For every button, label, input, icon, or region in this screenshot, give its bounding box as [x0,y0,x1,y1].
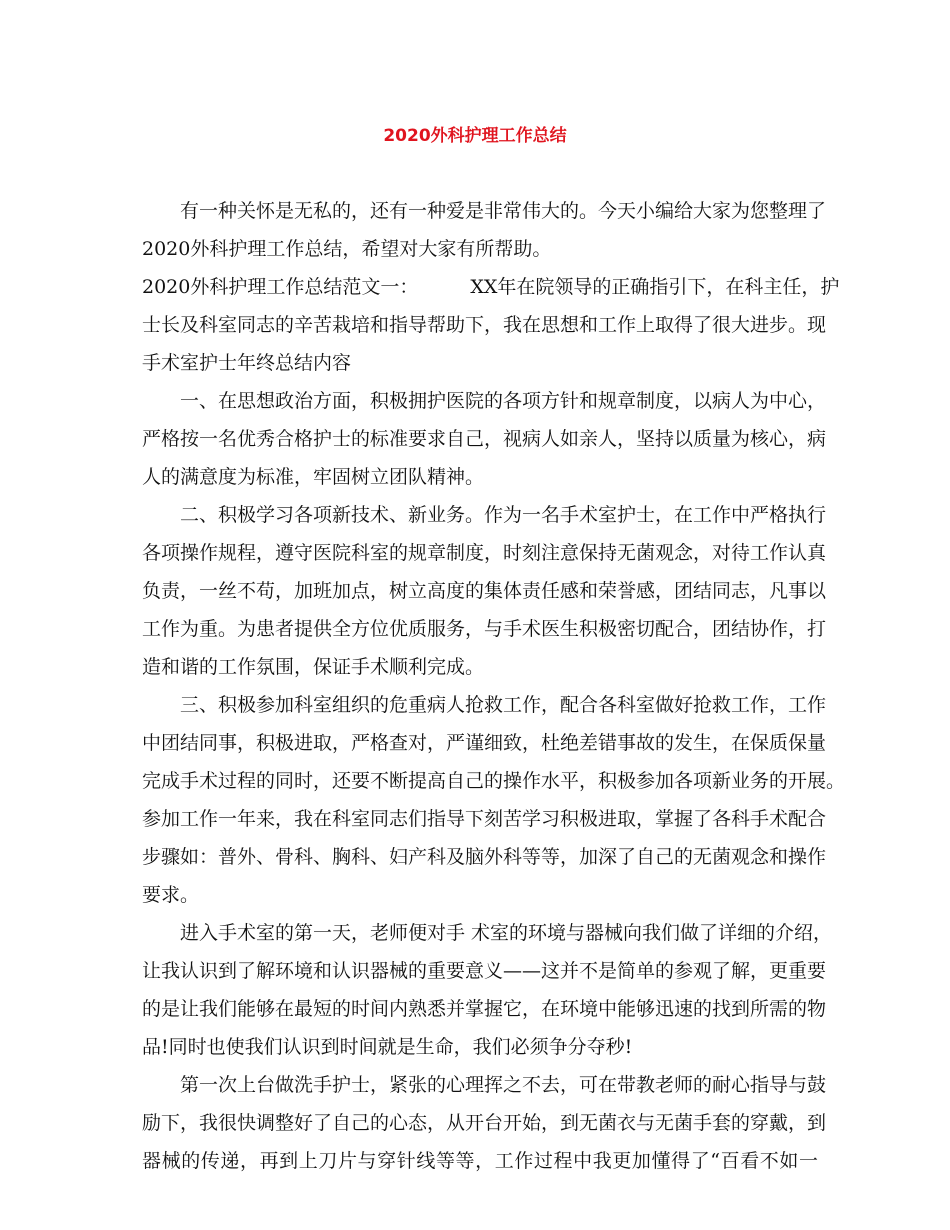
text-segment: XX年在院领导的正确指引下，在科主任，护 [470,276,840,298]
text-segment: 2020外科护理工作总结范文一： [142,276,419,298]
text-line: 负责，一丝不苟，加班加点，树立高度的集体责任感和荣誉感，团结同志，凡事以 [142,580,827,602]
text-line: 2020外科护理工作总结，希望对大家有所帮助。 [142,238,552,260]
text-line: 一、在思想政治方面，积极拥护医院的各项方针和规章制度，以病人为中心， [180,390,827,412]
text-line: 让我认识到了解环境和认识器械的重要意义——这并不是简单的参观了解，更重要 [142,960,827,982]
text-line: 手术室护士年终总结内容 [142,352,352,374]
document-body [142,192,846,1180]
text-line: 第一次上台做洗手护士，紧张的心理挥之不去，可在带教老师的耐心指导与鼓 [180,1074,827,1096]
text-line: 励下，我很快调整好了自己的心态，从开台开始，到无菌衣与无菌手套的穿戴，到 [142,1112,827,1134]
text-line: 参加工作一年来，我在科室同志们指导下刻苦学习积极进取，掌握了各科手术配合 [142,808,827,830]
text-line: 进入手术室的第一天，老师便对手 术室的环境与器械向我们做了详细的介绍， [180,922,833,944]
text-line: 步骤如：普外、骨科、胸科、妇产科及脑外科等等，加深了自己的无菌观念和操作 [142,846,827,868]
text-line: 器械的传递，再到上刀片与穿针线等等，工作过程中我更加懂得了“百看不如一 [142,1150,818,1172]
text-line: 工作为重。为患者提供全方位优质服务，与手术医生积极密切配合，团结协作，打 [142,618,827,640]
text-line: 人的满意度为标准，牢固树立团队精神。 [142,466,485,488]
text-line: 士长及科室同志的辛苦栽培和指导帮助下，我在思想和工作上取得了很大进步。现 [142,314,827,336]
text-line: 品!同时也使我们认识到时间就是生命，我们必须争分夺秒! [142,1036,633,1058]
text-line: 二、积极学习各项新技术、新业务。作为一名手术室护士，在工作中严格执行 [180,504,827,526]
text-line: 完成手术过程的同时，还要不断提高自己的操作水平，积极参加各项新业务的开展。 [142,770,846,792]
text-line: 要求。 [142,884,200,906]
text-line: 有一种关怀是无私的，还有一种爱是非常伟大的。今天小编给大家为您整理了 [180,200,827,222]
text-line: 的是让我们能够在最短的时间内熟悉并掌握它，在环境中能够迅速的找到所需的物 [142,998,827,1020]
document-title: 2020外科护理工作总结 [383,126,567,146]
text-line: 严格按一名优秀合格护士的标准要求自己，视病人如亲人，坚持以质量为核心，病 [142,428,827,450]
text-line: 造和谐的工作氛围，保证手术顺利完成。 [142,656,485,678]
text-line-composite [142,268,840,306]
text-line: 各项操作规程，遵守医院科室的规章制度，时刻注意保持无菌观念，对待工作认真 [142,542,827,564]
text-line: 三、积极参加科室组织的危重病人抢救工作，配合各科室做好抢救工作，工作 [180,694,827,716]
text-line: 中团结同事，积极进取，严格查对，严谨细致，杜绝差错事故的发生，在保质保量 [142,732,827,754]
